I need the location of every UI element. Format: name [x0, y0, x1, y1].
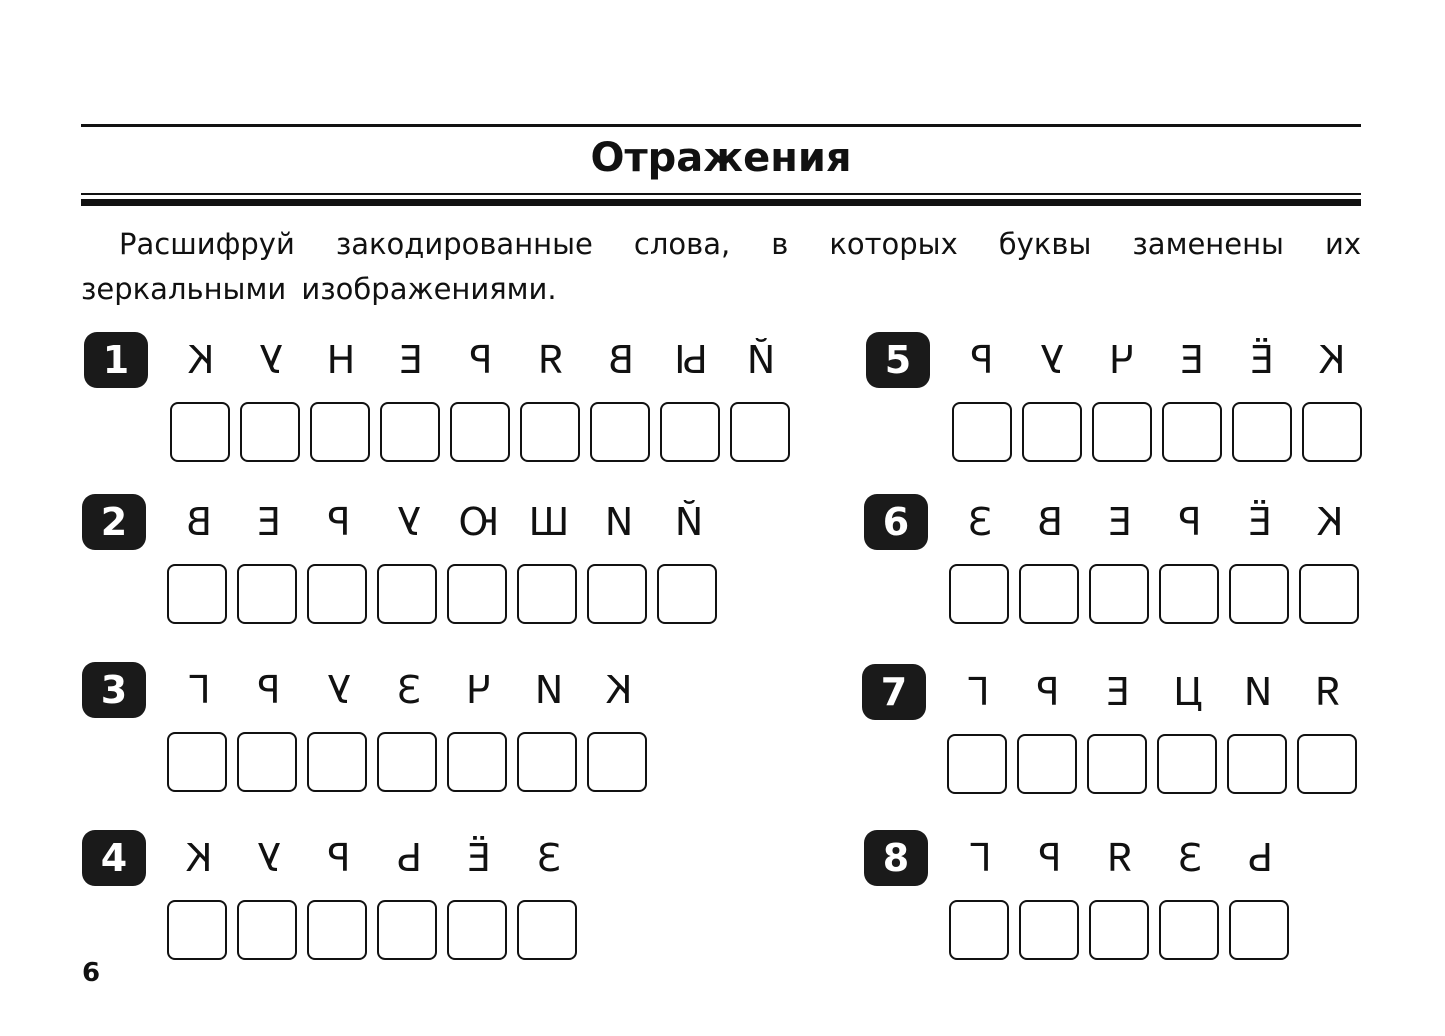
answer-box[interactable]	[167, 900, 227, 960]
answer-box[interactable]	[730, 402, 790, 462]
mirrored-letter: З	[967, 500, 993, 544]
answer-box[interactable]	[1089, 564, 1149, 624]
answer-box[interactable]	[1087, 734, 1147, 794]
mirrored-letter: Ё	[467, 836, 492, 880]
instruction-text: Расшифруй закодированные слова, в которых буквы заменены их зеркальными изображениями.	[81, 227, 1361, 306]
mirrored-letter: Р	[327, 500, 351, 544]
answer-box[interactable]	[1302, 402, 1362, 462]
mirrored-letter: Г	[966, 670, 990, 714]
answer-box[interactable]	[377, 564, 437, 624]
mirrored-letter: У	[257, 836, 281, 880]
answer-box[interactable]	[237, 900, 297, 960]
answer-box[interactable]	[1022, 402, 1082, 462]
page-number: 6	[82, 958, 101, 988]
answer-box[interactable]	[1019, 900, 1079, 960]
answer-box[interactable]	[447, 900, 507, 960]
answer-box[interactable]	[307, 564, 367, 624]
mirrored-letter: Е	[399, 338, 424, 382]
puzzle-number-badge: 6	[864, 494, 928, 550]
answer-box[interactable]	[1229, 564, 1289, 624]
answer-box[interactable]	[380, 402, 440, 462]
mirrored-letter: Ю	[458, 500, 500, 544]
mirrored-letter: Ч	[1108, 338, 1136, 382]
mirrored-letter: Р	[327, 836, 351, 880]
mirrored-letter: И	[534, 668, 564, 712]
mirrored-letter: И	[604, 500, 634, 544]
answer-box[interactable]	[952, 402, 1012, 462]
mirrored-letter: Й	[674, 500, 704, 544]
mirrored-letter: Р	[1036, 670, 1060, 714]
puzzle-number-badge: 5	[866, 332, 930, 388]
answer-box[interactable]	[170, 402, 230, 462]
puzzle-2	[82, 494, 727, 634]
header-rule-thin	[81, 193, 1361, 195]
answer-box[interactable]	[1017, 734, 1077, 794]
mirrored-letter: Я	[537, 338, 565, 382]
answer-box[interactable]	[660, 402, 720, 462]
puzzle-number-badge: 1	[84, 332, 148, 388]
answer-box[interactable]	[1019, 564, 1079, 624]
mirrored-letter: Г	[187, 668, 211, 712]
mirrored-letter: Е	[1106, 670, 1131, 714]
answer-box[interactable]	[947, 734, 1007, 794]
mirrored-letter: У	[259, 338, 283, 382]
mirrored-letter: Р	[1038, 836, 1062, 880]
mirrored-letter: Й	[746, 338, 776, 382]
mirrored-letter: У	[327, 668, 351, 712]
answer-box[interactable]	[307, 900, 367, 960]
answer-box[interactable]	[517, 564, 577, 624]
puzzle-3	[82, 662, 657, 802]
mirrored-letter: В	[607, 338, 635, 382]
mirrored-letter: Ь	[395, 836, 423, 880]
answer-box[interactable]	[1232, 402, 1292, 462]
answer-box[interactable]	[949, 900, 1009, 960]
mirrored-letter: Я	[1314, 670, 1342, 714]
header-rule-thick	[81, 199, 1361, 206]
answer-box[interactable]	[237, 732, 297, 792]
answer-box[interactable]	[949, 564, 1009, 624]
puzzle-6	[864, 494, 1369, 634]
mirrored-letter: Ш	[528, 500, 570, 544]
mirrored-letter: Е	[1180, 338, 1205, 382]
mirrored-letter: К	[185, 836, 213, 880]
answer-box[interactable]	[447, 732, 507, 792]
answer-box[interactable]	[310, 402, 370, 462]
puzzle-1	[84, 332, 800, 472]
answer-box[interactable]	[237, 564, 297, 624]
answer-box[interactable]	[1159, 900, 1219, 960]
answer-box[interactable]	[450, 402, 510, 462]
answer-box[interactable]	[377, 900, 437, 960]
puzzle-4	[82, 830, 587, 970]
mirrored-letter: Ь	[1246, 836, 1274, 880]
answer-box[interactable]	[1092, 402, 1152, 462]
answer-box[interactable]	[1089, 900, 1149, 960]
mirrored-letter: К	[605, 668, 633, 712]
mirrored-letter: Ё	[1250, 338, 1275, 382]
puzzle-number-badge: 3	[82, 662, 146, 718]
mirrored-letter: Ы	[674, 338, 708, 382]
mirrored-letter: З	[1177, 836, 1203, 880]
answer-box[interactable]	[1297, 734, 1357, 794]
mirrored-letter: Ц	[1173, 670, 1203, 714]
mirrored-letter: Е	[257, 500, 282, 544]
answer-box[interactable]	[167, 732, 227, 792]
puzzle-number-badge: 8	[864, 830, 928, 886]
puzzle-number-badge: 2	[82, 494, 146, 550]
answer-box[interactable]	[1229, 900, 1289, 960]
puzzle-5	[866, 332, 1372, 472]
puzzle-number-badge: 7	[862, 664, 926, 720]
mirrored-letter: З	[396, 668, 422, 712]
answer-box[interactable]	[307, 732, 367, 792]
mirrored-letter: У	[397, 500, 421, 544]
mirrored-letter: В	[1036, 500, 1064, 544]
page-title: Отражения	[590, 135, 852, 181]
mirrored-letter: Ч	[465, 668, 493, 712]
mirrored-letter: З	[536, 836, 562, 880]
answer-box[interactable]	[590, 402, 650, 462]
mirrored-letter: К	[1316, 500, 1344, 544]
mirrored-letter: Я	[1106, 836, 1134, 880]
puzzle-7	[862, 664, 1367, 804]
answer-box[interactable]	[240, 402, 300, 462]
answer-box[interactable]	[1159, 564, 1219, 624]
mirrored-letter: И	[1243, 670, 1273, 714]
answer-box[interactable]	[517, 732, 577, 792]
mirrored-letter: Р	[469, 338, 493, 382]
answer-box[interactable]	[587, 564, 647, 624]
answer-box[interactable]	[520, 402, 580, 462]
mirrored-letter: Р	[1178, 500, 1202, 544]
answer-box[interactable]	[447, 564, 507, 624]
mirrored-letter: К	[1318, 338, 1346, 382]
answer-box[interactable]	[517, 900, 577, 960]
answer-box[interactable]	[1162, 402, 1222, 462]
answer-box[interactable]	[167, 564, 227, 624]
mirrored-letter: Р	[257, 668, 281, 712]
puzzle-8	[864, 830, 1299, 970]
mirrored-letter: В	[185, 500, 213, 544]
answer-box[interactable]	[1299, 564, 1359, 624]
answer-box[interactable]	[1157, 734, 1217, 794]
puzzle-number-badge: 4	[82, 830, 146, 886]
mirrored-letter: Н	[326, 338, 356, 382]
mirrored-letter: Р	[970, 338, 994, 382]
header-rule-top	[81, 124, 1361, 127]
answer-box[interactable]	[657, 564, 717, 624]
mirrored-letter: У	[1040, 338, 1064, 382]
mirrored-letter: Ё	[1248, 500, 1273, 544]
mirrored-letter: К	[187, 338, 215, 382]
answer-box[interactable]	[587, 732, 647, 792]
answer-box[interactable]	[1227, 734, 1287, 794]
mirrored-letter: Г	[968, 836, 992, 880]
answer-box[interactable]	[377, 732, 437, 792]
mirrored-letter: Е	[1108, 500, 1133, 544]
